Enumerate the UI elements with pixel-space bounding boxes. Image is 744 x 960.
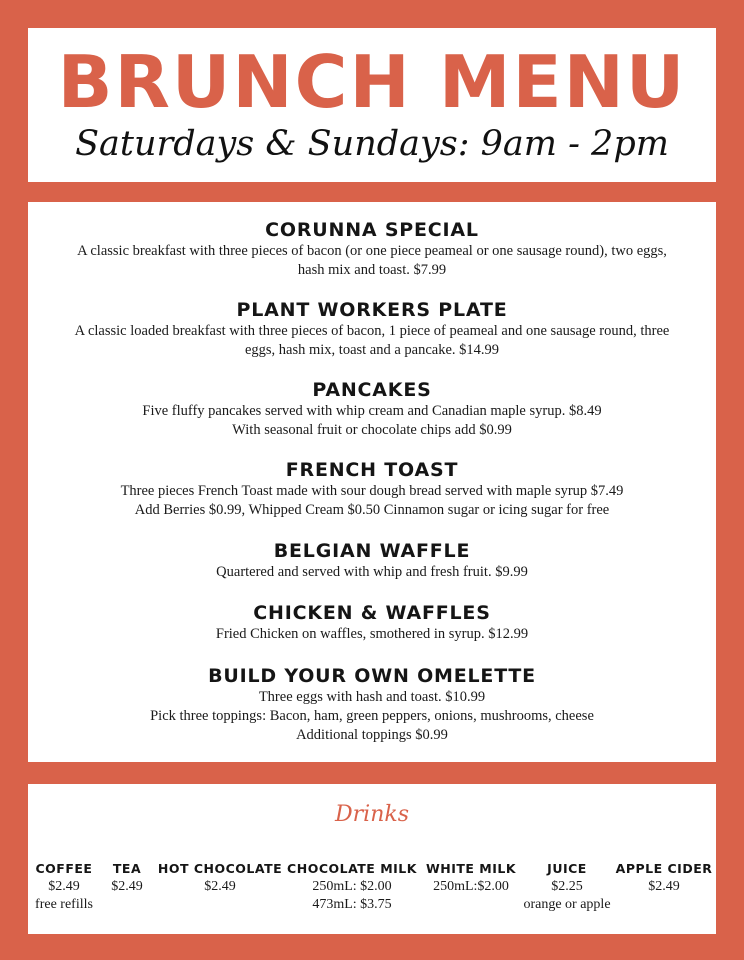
menu-item-description: Add Berries $0.99, Whipped Cream $0.50 Cinnamon sugar or icing sugar for free <box>134 502 610 518</box>
menu-item-name: CORUNNA SPECIAL <box>265 219 479 241</box>
drink-price: $2.49 <box>48 879 80 894</box>
menu-item-name: PLANT WORKERS PLATE <box>236 299 508 321</box>
drink-price: 473mL: $3.75 <box>312 897 392 912</box>
menu-item-description: A classic breakfast with three pieces of bacon (or one piece peameal or one sausage round), two eggs, <box>77 243 667 259</box>
drink-chocolate-milk <box>287 860 417 914</box>
drink-price: $2.25 <box>551 879 583 894</box>
drink-name: CHOCOLATE MILK <box>287 861 417 876</box>
menu-item-description: Pick three toppings: Bacon, ham, green peppers, onions, mushrooms, cheese <box>150 708 594 724</box>
menu-item-corunna-special <box>28 218 716 280</box>
menu-item-build-your-own-omelette <box>28 664 716 745</box>
menu-item-french-toast <box>28 458 716 520</box>
drink-coffee <box>35 860 93 914</box>
drink-hot-chocolate <box>158 860 282 896</box>
drink-juice <box>523 860 610 914</box>
menu-item-name: PANCAKES <box>312 379 432 401</box>
header-panel <box>28 28 716 182</box>
drink-name: JUICE <box>547 861 587 876</box>
drink-name: WHITE MILK <box>425 861 517 876</box>
drinks-panel <box>28 784 716 934</box>
menu-item-description: Quartered and served with whip and fresh fruit. $9.99 <box>216 564 528 580</box>
drink-name: COFFEE <box>35 861 93 876</box>
menu-item-description: A classic loaded breakfast with three pieces of bacon, 1 piece of peameal and one sausage round, three <box>74 323 670 339</box>
drink-tea <box>111 860 143 896</box>
menu-item-description: With seasonal fruit or chocolate chips add $0.99 <box>232 422 512 438</box>
menu-item-description: Fried Chicken on waffles, smothered in syrup. $12.99 <box>215 626 529 642</box>
menu-item-description: Five fluffy pancakes served with whip cream and Canadian maple syrup. $8.49 <box>142 403 602 419</box>
drink-note: free refills <box>35 897 93 912</box>
menu-item-name: CHICKEN & WAFFLES <box>253 602 491 624</box>
food-menu-panel <box>28 202 716 762</box>
drink-name: APPLE CIDER <box>615 861 713 876</box>
drink-price: $2.49 <box>648 879 680 894</box>
drink-price: $2.49 <box>204 879 236 894</box>
drink-note: orange or apple <box>523 897 611 912</box>
drink-price: 250mL: $2.00 <box>312 879 392 894</box>
menu-item-description: Additional toppings $0.99 <box>296 727 448 743</box>
menu-item-chicken-and-waffles <box>28 601 716 644</box>
drinks-heading: Drinks <box>335 802 409 827</box>
menu-item-description: eggs, hash mix, toast and a pancake. $14.99 <box>244 342 500 358</box>
menu-item-description: Three eggs with hash and toast. $10.99 <box>258 689 486 705</box>
drink-apple-cider <box>616 860 713 896</box>
drink-price: 250mL:$2.00 <box>433 879 509 894</box>
drink-price: $2.49 <box>111 879 143 894</box>
drink-name: HOT CHOCOLATE <box>157 861 283 876</box>
menu-item-name: BUILD YOUR OWN OMELETTE <box>208 665 536 687</box>
menu-item-name: BELGIAN WAFFLE <box>273 540 471 562</box>
menu-item-name: FRENCH TOAST <box>285 459 459 481</box>
menu-item-plant-workers-plate <box>28 298 716 360</box>
menu-item-belgian-waffle <box>28 539 716 582</box>
drink-name: TEA <box>112 861 142 876</box>
drink-white-milk <box>426 860 516 896</box>
menu-item-description: Three pieces French Toast made with sour dough bread served with maple syrup $7.49 <box>120 483 624 499</box>
menu-title: BRUNCH MENU <box>57 40 687 124</box>
menu-hours-subtitle: Saturdays & Sundays: 9am - 2pm <box>75 124 669 164</box>
menu-item-pancakes <box>28 378 716 440</box>
menu-item-description: hash mix and toast. $7.99 <box>297 262 447 278</box>
